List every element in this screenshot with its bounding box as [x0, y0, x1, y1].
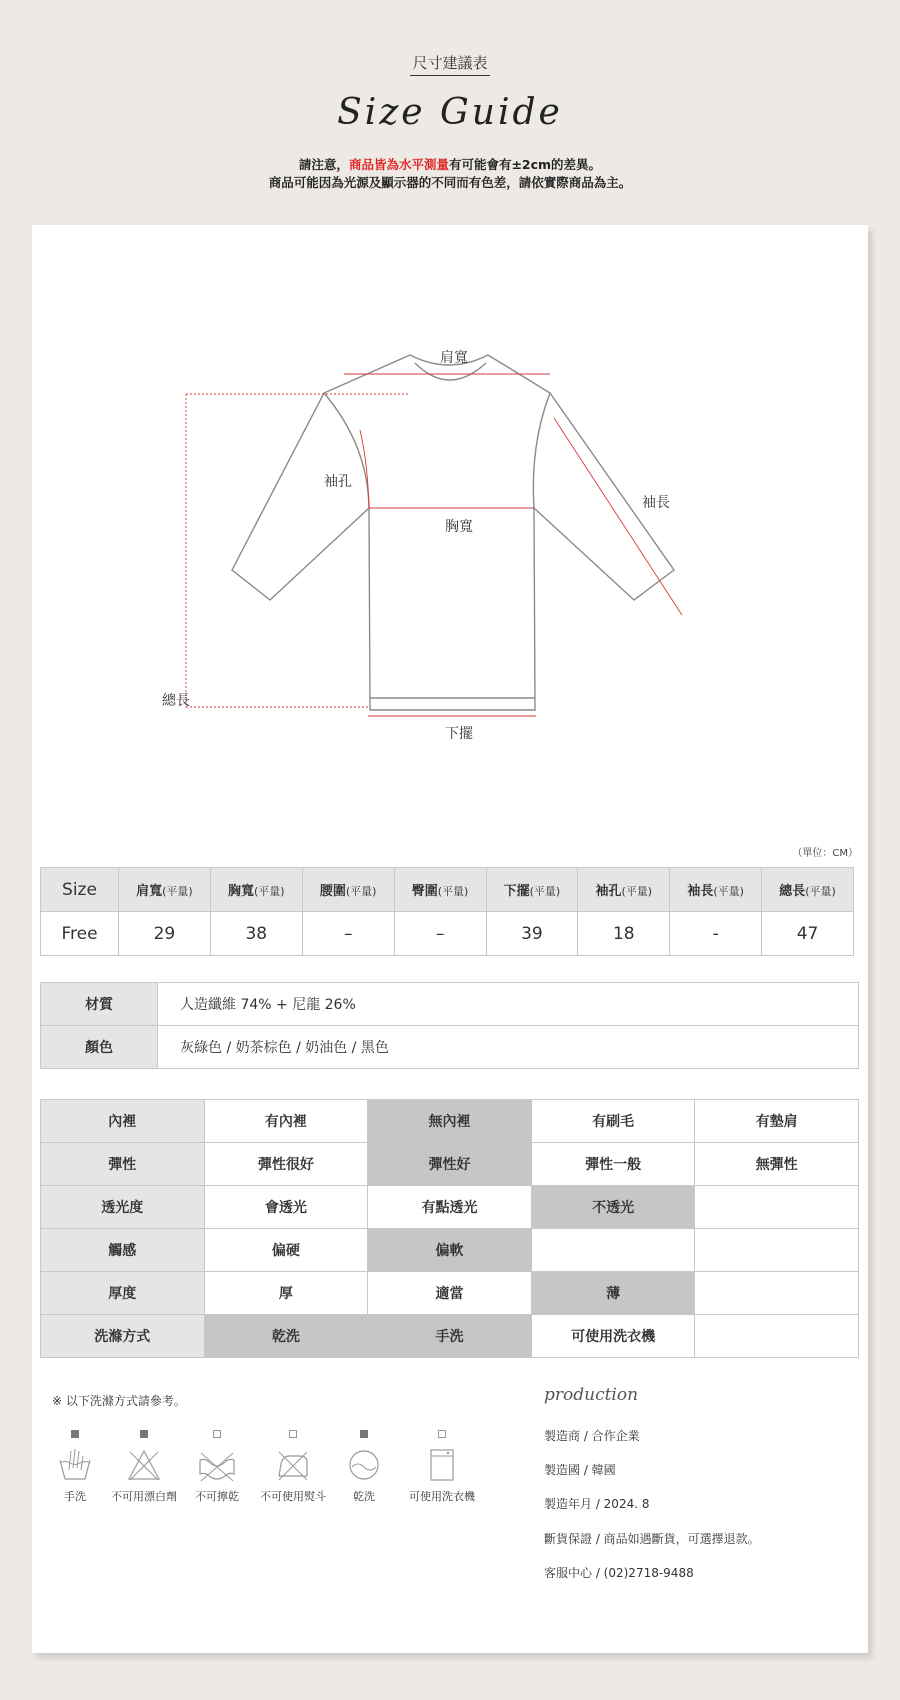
length-label: 總長 [162, 693, 190, 709]
wash-item-hand-wash [35, 1430, 115, 1504]
no-bleach-icon [126, 1448, 162, 1482]
size-guide-card [32, 225, 868, 1653]
feature-option: 手洗 [368, 1315, 532, 1358]
manufacturer-line: 製造商 / 合作企業 [544, 1429, 640, 1443]
length-measure-line [186, 394, 410, 707]
garment-diagram [32, 225, 868, 785]
size-value: Free [41, 912, 119, 956]
hem-label: 下擺 [445, 726, 473, 742]
washing-machine-label: 可使用洗衣機 [409, 1490, 475, 1503]
feature-option: 可使用洗衣機 [531, 1315, 695, 1358]
material-table [40, 982, 859, 1069]
feature-option: 有刷毛 [531, 1100, 695, 1143]
feature-option: 厚 [204, 1272, 368, 1315]
table-row [41, 1229, 859, 1272]
notice-suffix: 有可能會有±2cm的差異。 [448, 157, 602, 172]
feature-option: 彈性一般 [531, 1143, 695, 1186]
feature-label: 觸感 [41, 1229, 205, 1272]
size-col-header: Size [41, 868, 119, 912]
wash-item-washing-machine [392, 1430, 492, 1504]
no-iron-icon [275, 1448, 311, 1482]
feature-label: 透光度 [41, 1186, 205, 1229]
no-bleach-check [140, 1430, 148, 1438]
dry-clean-icon [346, 1448, 382, 1482]
length-col-header: 總長(平量) [762, 868, 854, 912]
table-row [41, 1272, 859, 1315]
waist-value: – [302, 912, 394, 956]
production-title: production [544, 1385, 639, 1405]
color-value: 灰綠色 / 奶茶棕色 / 奶油色 / 黑色 [158, 1026, 859, 1069]
washing-machine-icon [424, 1448, 460, 1482]
dry-clean-check [360, 1430, 368, 1438]
color-label: 顏色 [41, 1026, 158, 1069]
feature-option: 適當 [368, 1272, 532, 1315]
washing-note: ※ 以下洗滌方式請參考。 [52, 1394, 186, 1408]
feature-label: 厚度 [41, 1272, 205, 1315]
armhole-label: 袖孔 [324, 474, 352, 490]
length-value: 47 [762, 912, 854, 956]
feature-option: 有墊肩 [695, 1100, 859, 1143]
shoulder-col-header: 肩寬(平量) [119, 868, 211, 912]
feature-option: 乾洗 [204, 1315, 368, 1358]
color-row [41, 1026, 859, 1069]
shoulder-value: 29 [119, 912, 211, 956]
feature-option [695, 1315, 859, 1358]
feature-option: 不透光 [531, 1186, 695, 1229]
date-line: 製造年月 / 2024. 8 [544, 1497, 650, 1511]
hem-value: 39 [486, 912, 578, 956]
feature-option [695, 1272, 859, 1315]
table-row [41, 1143, 859, 1186]
hip-col-header: 臀圍(平量) [394, 868, 486, 912]
size-table [40, 867, 854, 956]
chest-value: 38 [210, 912, 302, 956]
table-row [41, 1186, 859, 1229]
feature-label: 彈性 [41, 1143, 205, 1186]
size-table-header [41, 868, 854, 912]
waist-col-header: 腰圍(平量) [302, 868, 394, 912]
material-label: 材質 [41, 983, 158, 1026]
sleeve-label: 袖長 [642, 495, 670, 511]
feature-option [695, 1186, 859, 1229]
measurement-notice [0, 156, 900, 192]
hand-wash-icon [57, 1448, 93, 1482]
hip-value: – [394, 912, 486, 956]
hand-wash-label: 手洗 [64, 1490, 86, 1503]
page-title: Size Guide [337, 92, 563, 133]
feature-option: 無內裡 [368, 1100, 532, 1143]
washing-machine-check [438, 1430, 446, 1438]
measure-lines [186, 374, 682, 716]
feature-option: 彈性很好 [204, 1143, 368, 1186]
notice-line2: 商品可能因為光源及顯示器的不同而有色差，請依實際商品為主。 [268, 175, 632, 190]
material-row [41, 983, 859, 1026]
dry-clean-label: 乾洗 [353, 1490, 375, 1503]
wash-item-no-iron [253, 1430, 333, 1504]
feature-label: 內裡 [41, 1100, 205, 1143]
feature-option: 偏軟 [368, 1229, 532, 1272]
material-value: 人造纖維 74% + 尼龍 26% [158, 983, 859, 1026]
feature-option: 偏硬 [204, 1229, 368, 1272]
sleeve-col-header: 袖長(平量) [670, 868, 762, 912]
hem-col-header: 下擺(平量) [486, 868, 578, 912]
notice-prefix: 請注意， [298, 157, 349, 172]
feature-option [531, 1229, 695, 1272]
feature-option: 無彈性 [695, 1143, 859, 1186]
feature-label: 洗滌方式 [41, 1315, 205, 1358]
feature-option: 有內裡 [204, 1100, 368, 1143]
unit-note: （單位：CM） [792, 848, 858, 859]
no-wring-icon [197, 1448, 237, 1482]
chest-label: 胸寬 [445, 519, 473, 535]
armhole-value: 18 [578, 912, 670, 956]
table-row [41, 912, 854, 956]
table-row [41, 1315, 859, 1358]
service-line: 客服中心 / (02)2718-9488 [544, 1566, 694, 1580]
feature-option: 薄 [531, 1272, 695, 1315]
hand-wash-check [71, 1430, 79, 1438]
wash-item-no-bleach [104, 1430, 184, 1504]
wash-item-no-wring [177, 1430, 257, 1504]
no-bleach-label: 不可用漂白劑 [111, 1490, 177, 1503]
feature-option [695, 1229, 859, 1272]
feature-option: 會透光 [204, 1186, 368, 1229]
no-iron-label: 不可使用熨斗 [260, 1490, 326, 1503]
guarantee-line: 斷貨保證 / 商品如遇斷貨，可選擇退款。 [544, 1532, 760, 1546]
feature-option: 彈性好 [368, 1143, 532, 1186]
feature-option: 有點透光 [368, 1186, 532, 1229]
no-iron-check [289, 1430, 297, 1438]
chest-col-header: 胸寬(平量) [210, 868, 302, 912]
table-row [41, 1100, 859, 1143]
shoulder-label: 肩寬 [440, 350, 468, 366]
armhole-col-header: 袖孔(平量) [578, 868, 670, 912]
sleeve-value: - [670, 912, 762, 956]
country-line: 製造國 / 韓國 [544, 1463, 616, 1477]
notice-highlight: 商品皆為水平測量 [348, 157, 449, 172]
no-wring-label: 不可擰乾 [195, 1490, 239, 1503]
size-guide-subtitle: 尺寸建議表 [0, 52, 900, 73]
features-table [40, 1099, 859, 1358]
no-wring-check [213, 1430, 221, 1438]
